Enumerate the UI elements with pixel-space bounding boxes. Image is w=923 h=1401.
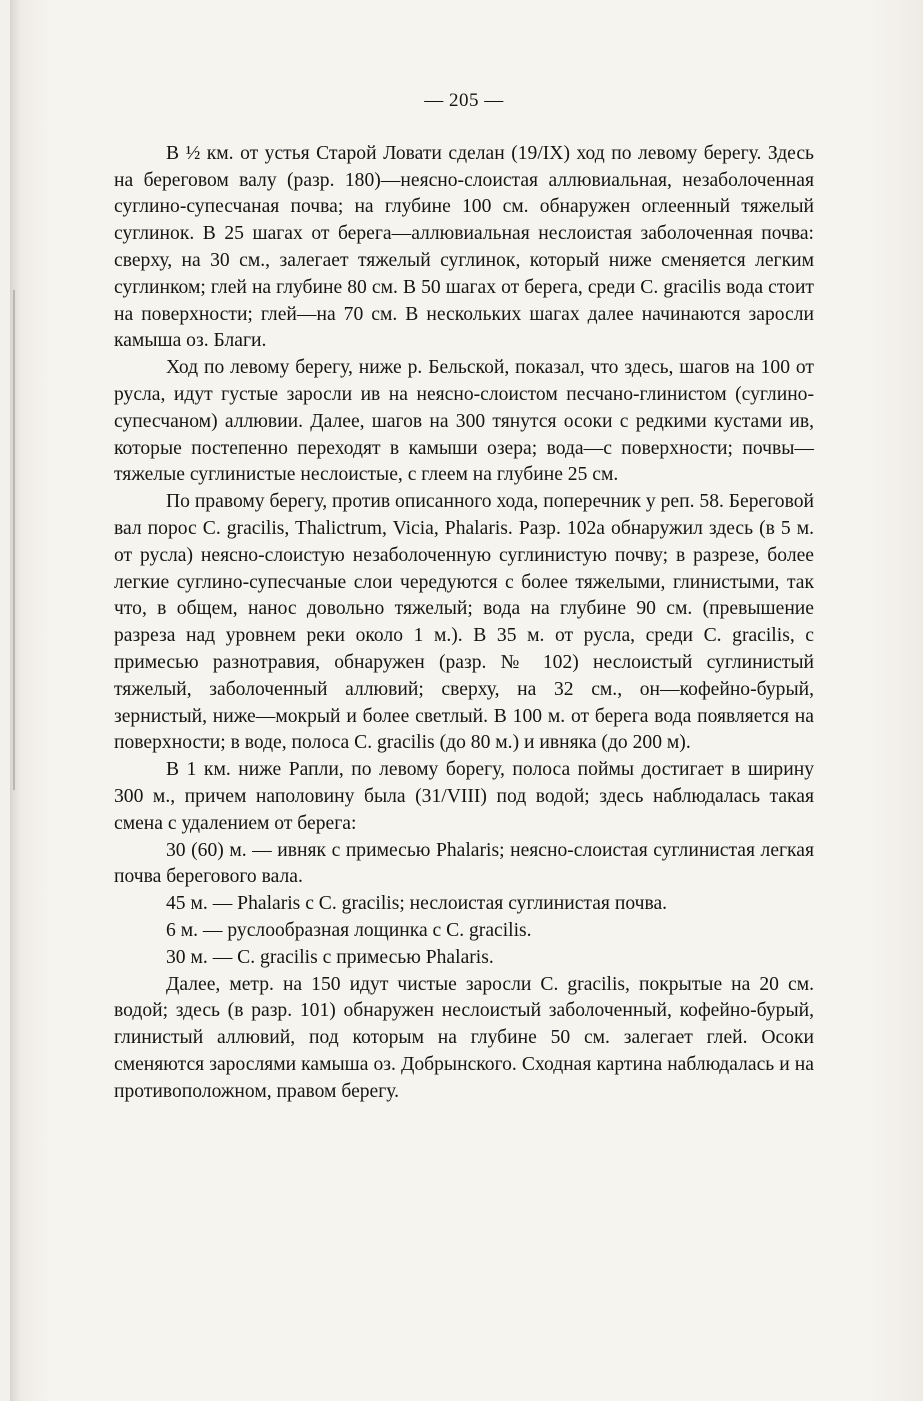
list-item-4: 30 м. — C. gracilis с примесью Phalaris.	[166, 946, 494, 968]
paragraph-1: В ½ км. от устья Старой Ловати сделан (19/IX) ход по левому берегу. Здесь на береговом валу (разр. 180)—неясно-слоистая аллювиальная, незаболоченная суглино-супесчаная почва; на глубине 100 см. обнаружен оглеенный тяжелый суглинок. В 25 шагах от берега—аллювиальная неслоистая заболоченная почва: сверху, на 30 см., залегает тяжелый суглинок, который ниже сменяется легким суглинком; глей на глубине 80 см. В 50 шагах от берега, среди C. gracilis вода стоит на поверхности; глей—на 70 см. В нескольких шагах далее начинаются заросли камыша оз. Благи.	[114, 142, 814, 352]
paragraph-4: В 1 км. ниже Рапли, по левому борегу, полоса поймы достигает в ширину 300 м., причем наполовину была (31/VIII) под водой; здесь наблюдалась такая смена с удалением от берега:	[114, 759, 814, 834]
paragraph-closing: Далее, метр. на 150 идут чистые заросли C. gracilis, покрытые на 20 см. водой; здесь (в разр. 101) обнаружен неслоистый заболоченный, кофейно-бурый, глинистый аллювий, под которым на глубине 50 см. залегает глей. Осоки сменяются зарослями камыша оз. Добрынского. Сходная картина наблюдалась и на противоположном, правом берегу.	[114, 973, 814, 1102]
page-edge	[10, 0, 20, 1401]
paragraph-2: Ход по левому берегу, ниже р. Бельской, показал, что здесь, шагов на 100 от русла, идут густые заросли ив на неясно-слоистом песчано-глинистом (суглино-супесчаном) аллювии. Далее, шагов на 300 тянутся осоки с редкими кустами ив, которые постепенно переходят в камыши озера; вода—с поверхности; почвы—тяжелые суглинистые неслоистые, с глеем на глубине 25 см.	[114, 357, 814, 486]
list-item-3: 6 м. — руслообразная лощинка с C. gracilis.	[166, 919, 532, 941]
paragraph-3: По правому берегу, против описанного хода, поперечник у реп. 58. Береговой вал порос C. gracilis, Thalictrum, Vicia, Phalaris. Разр. 102а обнаружил здесь (в 5 м. от русла) неясно-слоистую незаболоченную суглинистую почву; в разрезе, более легкие суглино-супесчаные слои чередуются с более тяжелыми, глинистыми, так что, в общем, нанос довольно тяжелый; вода на глубине 90 см. (превышение разреза над уровнем реки около 1 м.). В 35 м. от русла, среди C. gracilis, с примесью разнотравия, обнаружен (разр. № 102) неслоистый суглинистый тяжелый, заболоченный аллювий; сверху, на 32 см., он—кофейно-бурый, зернистый, ниже—мокрый и более светлый. В 100 м. от берега вода появляется на поверхности; в воде, полоса C. gracilis (до 80 м.) и ивняка (до 200 м).	[114, 491, 814, 754]
list-item-1: 30 (60) м. — ивняк с примесью Phalaris; неясно-слоистая суглинистая легкая почва берегового вала.	[114, 839, 814, 888]
page-content	[114, 88, 814, 1105]
binding-shadow	[13, 290, 15, 790]
book-page	[10, 0, 923, 1401]
list-item-2: 45 м. — Phalaris с C. gracilis; неслоистая суглинистая почва.	[166, 893, 668, 915]
page-number: — 205 —	[424, 90, 504, 111]
